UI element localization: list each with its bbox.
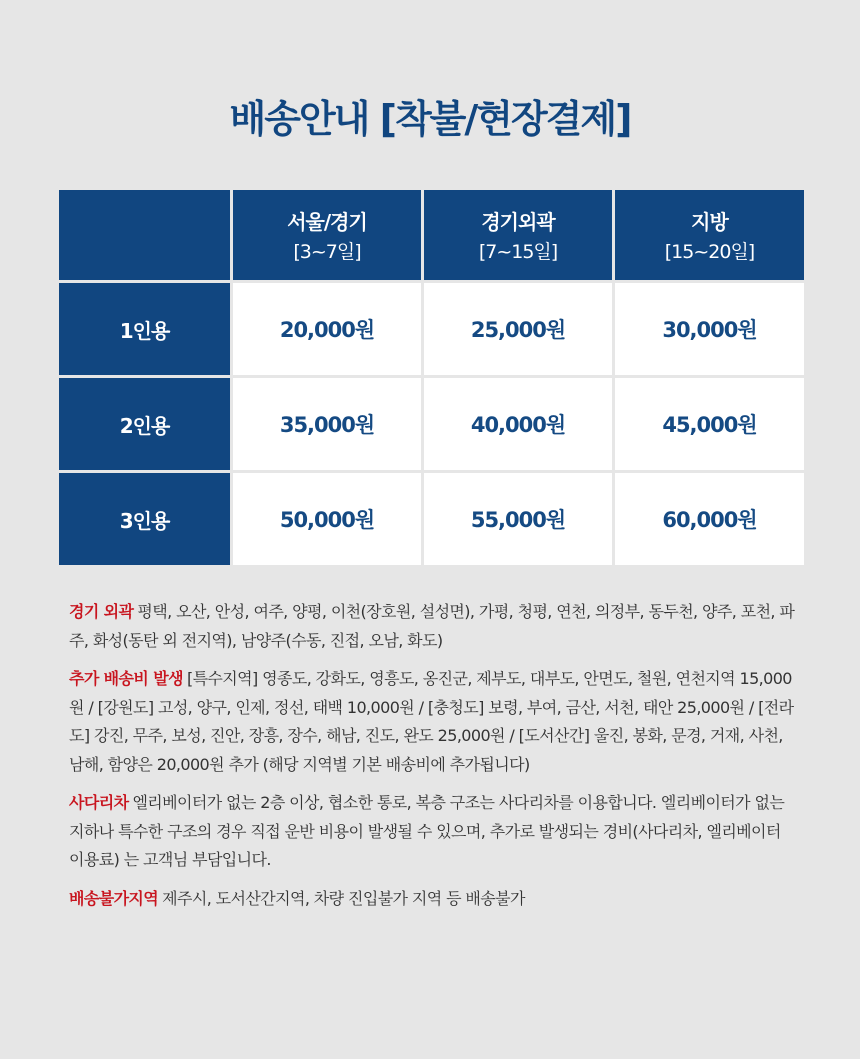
price-cell: 25,000원 [423, 282, 614, 377]
table-row [58, 472, 806, 567]
header-province [614, 189, 806, 282]
note-no-delivery-area [69, 885, 799, 914]
column-days: [3~7일] [293, 241, 361, 263]
column-name: 지방 [691, 210, 728, 234]
price-cell: 45,000원 [614, 377, 806, 472]
page-title: 배송안내 [착불/현장결제] [229, 97, 631, 141]
note-text: 평택, 오산, 안성, 여주, 양평, 이천(장호원, 설성면), 가평, 청평, 연천, 의정부, 동두천, 양주, 포천, 파주, 화성(동탄 외 전지역), 남양주(수동, 진접, 오남, 화도) [69, 602, 795, 650]
table-row [58, 282, 806, 377]
column-name: 서울/경기 [287, 210, 367, 234]
header-gyeonggi-outskirts [423, 189, 614, 282]
price-cell: 40,000원 [423, 377, 614, 472]
price-cell: 20,000원 [232, 282, 423, 377]
row-label: 1인용 [58, 282, 232, 377]
column-days: [7~15일] [478, 241, 558, 263]
price-cell: 60,000원 [614, 472, 806, 567]
header-corner [58, 189, 232, 282]
note-label: 경기 외곽 [69, 602, 134, 621]
note-gyeonggi-outskirts [69, 598, 799, 655]
note-label: 배송불가지역 [69, 888, 159, 908]
row-label: 2인용 [58, 377, 232, 472]
note-text: [특수지역] 영종도, 강화도, 영흥도, 옹진군, 제부도, 대부도, 안면도, 철원, 연천지역 15,000원 / [강원도] 고성, 양구, 인제, 정선, 태백 10,000원 / [충청도] 보령, 부여, 금산, 서천, 태안 25,000원 / [전라도] 강진, 무주, 보성, 진안, 장흥, 장수, 해남, 진도, 완도 25,000원 / [도서산간] 울진, 봉화, 문경, 거재, 사천, 남해, 함양은 20,000원 추가 (해당 지역별 기본 배송비에 추가됩니다) [69, 669, 794, 774]
table-row [58, 377, 806, 472]
price-cell: 30,000원 [614, 282, 806, 377]
header-seoul-gyeonggi [232, 189, 423, 282]
row-label: 3인용 [58, 472, 232, 567]
price-cell: 50,000원 [232, 472, 423, 567]
note-label: 사다리차 [69, 793, 129, 812]
price-cell: 35,000원 [232, 377, 423, 472]
note-extra-shipping-fee [69, 665, 799, 779]
column-name: 경기외곽 [481, 210, 555, 234]
note-ladder-truck [69, 789, 799, 875]
note-text: 제주시, 도서산간지역, 차량 진입불가 지역 등 배송불가 [162, 888, 525, 908]
column-days: [15~20일] [664, 241, 755, 263]
table-header-row [58, 189, 806, 282]
shipping-price-table [56, 187, 807, 568]
note-text: 엘리베이터가 없는 2층 이상, 협소한 통로, 복층 구조는 사다리차를 이용합니다. 엘리베이터가 없는 지하나 특수한 구조의 경우 직접 운반 비용이 발생될 수 있으며, 추가로 발생되는 경비(사다리차, 엘리베이터 이용료) 는 고객님 부담입니다. [69, 793, 785, 869]
shipping-notes [69, 598, 799, 923]
price-cell: 55,000원 [423, 472, 614, 567]
note-label: 추가 배송비 발생 [69, 669, 183, 688]
